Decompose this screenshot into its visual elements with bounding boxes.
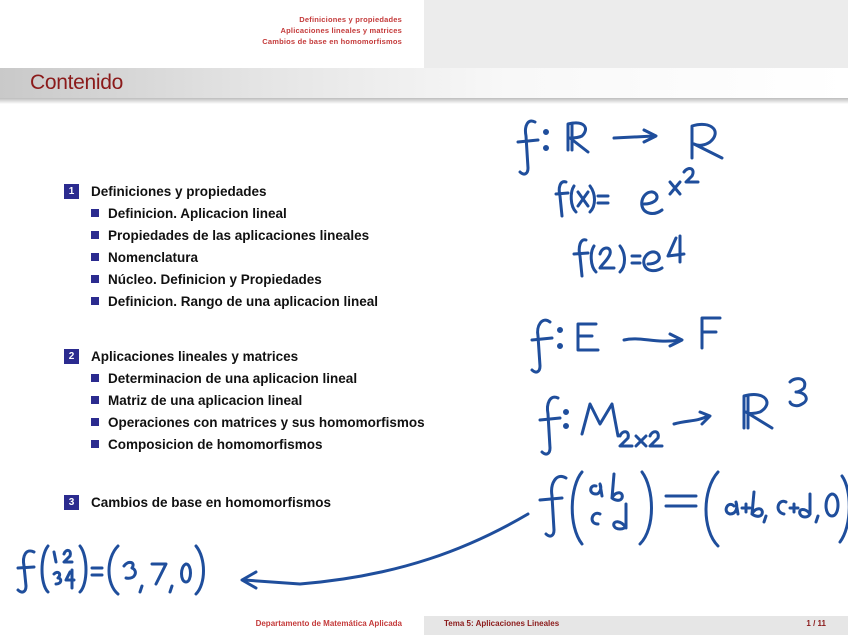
- ink-line-7: [18, 546, 204, 594]
- toc-subsection-label: Núcleo. Definicion y Propiedades: [108, 271, 322, 287]
- toc-subsection-label: Determinacion de una aplicacion lineal: [108, 370, 358, 386]
- ink-arrow: [242, 514, 528, 588]
- toc-section-label: Cambios de base en homomorfismos: [91, 494, 332, 510]
- frame-title: Contenido: [30, 71, 124, 94]
- toc-subsection-label: Operaciones con matrices y sus homomorfismos: [108, 414, 425, 430]
- ink-line-3: [574, 236, 684, 276]
- ink-line-5: [540, 379, 806, 454]
- toc-subsection-label: Definicion. Aplicacion lineal: [108, 205, 287, 221]
- footer-institution: Departamento de Matemática Aplicada: [255, 619, 402, 628]
- header-section-link[interactable]: Cambios de base en homomorfismos: [262, 37, 402, 46]
- toc-subsection-label: Propiedades de las aplicaciones lineales: [108, 227, 370, 243]
- footer-topic: Tema 5: Aplicaciones Lineales: [444, 619, 560, 628]
- header-section-link[interactable]: Definiciones y propiedades: [299, 15, 402, 24]
- section-number-badge: 1: [64, 184, 79, 199]
- footer: [0, 616, 848, 635]
- toc-subsection-label: Nomenclatura: [108, 249, 199, 265]
- footer-page-number: 1 / 11: [806, 619, 826, 628]
- toc-subsection-label: Composicion de homomorfismos: [108, 436, 323, 452]
- header-section-link[interactable]: Aplicaciones lineales y matrices: [280, 26, 402, 35]
- section-number-badge: 2: [64, 349, 79, 364]
- toc-subsection-label: Matriz de una aplicacion lineal: [108, 392, 303, 408]
- toc-section-label: Aplicaciones lineales y matrices: [91, 348, 299, 364]
- ink-line-4: [532, 318, 720, 372]
- ink-line-1: [518, 121, 722, 174]
- toc-section-label: Definiciones y propiedades: [91, 183, 267, 199]
- toc-subsection-label: Definicion. Rango de una aplicacion lineal: [108, 293, 379, 309]
- ink-line-6: [540, 472, 848, 546]
- ink-line-2: [556, 169, 698, 216]
- section-number-badge: 3: [64, 495, 79, 510]
